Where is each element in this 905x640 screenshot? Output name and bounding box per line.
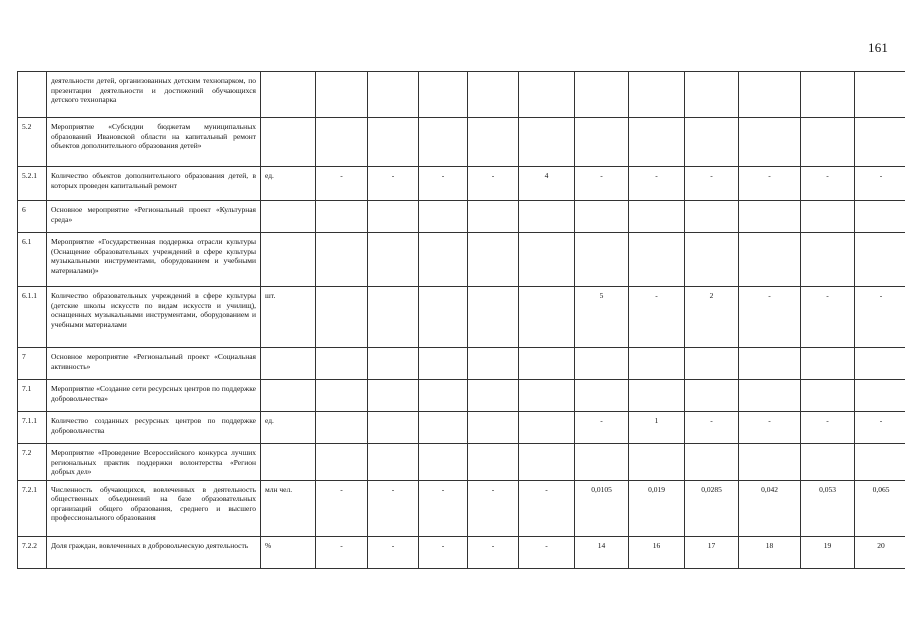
value-cell: -: [316, 536, 368, 568]
value-cell: 4: [519, 167, 575, 201]
value-cell: -: [801, 167, 855, 201]
row-number: 7.2.2: [18, 536, 47, 568]
value-cell: [801, 348, 855, 380]
value-cell: -: [575, 167, 629, 201]
value-cell: [316, 72, 368, 118]
value-cell: [468, 72, 519, 118]
value-cell: [368, 348, 419, 380]
table-row: [18, 444, 905, 481]
value-cell: [368, 380, 419, 412]
value-cell: [368, 412, 419, 444]
row-unit: ед.: [261, 167, 316, 201]
value-cell: 18: [739, 536, 801, 568]
row-number: [18, 72, 47, 118]
value-cell: [801, 201, 855, 233]
value-cell: [316, 201, 368, 233]
value-cell: [468, 233, 519, 287]
value-cell: [629, 72, 685, 118]
value-cell: [739, 72, 801, 118]
value-cell: [739, 118, 801, 167]
value-cell: -: [468, 480, 519, 536]
value-cell: -: [801, 287, 855, 348]
value-cell: [575, 444, 629, 481]
value-cell: [685, 118, 739, 167]
value-cell: -: [575, 412, 629, 444]
value-cell: [685, 201, 739, 233]
value-cell: [419, 287, 468, 348]
value-cell: [685, 233, 739, 287]
row-description: Количество созданных ресурсных центров по поддержке добровольчества: [47, 412, 261, 444]
value-cell: [855, 201, 905, 233]
value-cell: [419, 118, 468, 167]
value-cell: -: [629, 287, 685, 348]
value-cell: [468, 201, 519, 233]
value-cell: [575, 380, 629, 412]
value-cell: [685, 72, 739, 118]
value-cell: -: [419, 536, 468, 568]
row-description: Количество объектов дополнительного образования детей, в которых проведен капитальный ремонт: [47, 167, 261, 201]
value-cell: 0,0105: [575, 480, 629, 536]
table-row: [18, 480, 905, 536]
value-cell: -: [739, 167, 801, 201]
value-cell: [419, 348, 468, 380]
value-cell: -: [519, 536, 575, 568]
row-number: 6.1.1: [18, 287, 47, 348]
value-cell: [419, 72, 468, 118]
value-cell: [519, 118, 575, 167]
value-cell: [519, 287, 575, 348]
table-row: [18, 380, 905, 412]
value-cell: [629, 201, 685, 233]
value-cell: [855, 118, 905, 167]
value-cell: 0,042: [739, 480, 801, 536]
value-cell: 1: [629, 412, 685, 444]
value-cell: [575, 348, 629, 380]
row-number: 6: [18, 201, 47, 233]
value-cell: [801, 118, 855, 167]
value-cell: [419, 233, 468, 287]
row-description: Мероприятие «Субсидии бюджетам муниципальных образований Ивановской области на капитальный ремонт объектов дополнительного образования детей»: [47, 118, 261, 167]
value-cell: [468, 412, 519, 444]
value-cell: [685, 348, 739, 380]
row-description: деятельности детей, организованных детским технопарком, по презентации деятельности и достижений обучающихся детского технопарка: [47, 72, 261, 118]
value-cell: [801, 72, 855, 118]
value-cell: [419, 412, 468, 444]
value-cell: [519, 412, 575, 444]
value-cell: [739, 201, 801, 233]
value-cell: 2: [685, 287, 739, 348]
value-cell: [519, 380, 575, 412]
table-row: [18, 412, 905, 444]
row-number: 6.1: [18, 233, 47, 287]
value-cell: -: [685, 167, 739, 201]
value-cell: [468, 348, 519, 380]
value-cell: 0,0285: [685, 480, 739, 536]
value-cell: [316, 412, 368, 444]
value-cell: [629, 233, 685, 287]
value-cell: -: [368, 480, 419, 536]
value-cell: -: [739, 412, 801, 444]
row-number: 7.2.1: [18, 480, 47, 536]
row-unit: млн чел.: [261, 480, 316, 536]
row-description: Мероприятие «Создание сети ресурсных центров по поддержке добровольчества»: [47, 380, 261, 412]
value-cell: 0,065: [855, 480, 905, 536]
value-cell: [739, 444, 801, 481]
table-row: [18, 536, 905, 568]
value-cell: 5: [575, 287, 629, 348]
row-unit: [261, 233, 316, 287]
value-cell: [801, 444, 855, 481]
indicators-table: [17, 71, 905, 569]
value-cell: 20: [855, 536, 905, 568]
value-cell: [316, 380, 368, 412]
value-cell: [419, 444, 468, 481]
value-cell: [316, 233, 368, 287]
value-cell: [468, 287, 519, 348]
value-cell: -: [368, 167, 419, 201]
value-cell: [368, 118, 419, 167]
value-cell: 17: [685, 536, 739, 568]
value-cell: [739, 348, 801, 380]
value-cell: 0,053: [801, 480, 855, 536]
row-number: 5.2: [18, 118, 47, 167]
row-unit: [261, 380, 316, 412]
value-cell: [316, 118, 368, 167]
row-unit: [261, 201, 316, 233]
value-cell: [519, 233, 575, 287]
value-cell: -: [801, 412, 855, 444]
row-description: Мероприятие «Проведение Всероссийского конкурса лучших региональных практик поддержки волонтерства «Регион добрых дел»: [47, 444, 261, 481]
value-cell: [519, 201, 575, 233]
row-unit: [261, 72, 316, 118]
value-cell: [368, 287, 419, 348]
value-cell: [685, 444, 739, 481]
value-cell: 16: [629, 536, 685, 568]
value-cell: [468, 444, 519, 481]
value-cell: -: [685, 412, 739, 444]
value-cell: [685, 380, 739, 412]
value-cell: [801, 233, 855, 287]
row-number: 7.1: [18, 380, 47, 412]
value-cell: [368, 72, 419, 118]
value-cell: [855, 444, 905, 481]
value-cell: [519, 348, 575, 380]
row-number: 5.2.1: [18, 167, 47, 201]
row-unit: [261, 348, 316, 380]
table-row: [18, 348, 905, 380]
value-cell: [316, 287, 368, 348]
value-cell: [316, 444, 368, 481]
value-cell: -: [855, 167, 905, 201]
value-cell: [575, 201, 629, 233]
table-row: [18, 287, 905, 348]
row-description: Количество образовательных учреждений в сфере культуры (детские школы искусств по видам искусств и училищ), оснащенных музыкальными инструментами, оборудованием и учебными материалами: [47, 287, 261, 348]
value-cell: [629, 444, 685, 481]
value-cell: [468, 380, 519, 412]
row-unit: шт.: [261, 287, 316, 348]
value-cell: [368, 233, 419, 287]
value-cell: 0,019: [629, 480, 685, 536]
value-cell: [368, 201, 419, 233]
value-cell: [629, 380, 685, 412]
value-cell: -: [419, 167, 468, 201]
value-cell: -: [629, 167, 685, 201]
value-cell: [519, 72, 575, 118]
row-number: 7.2: [18, 444, 47, 481]
value-cell: [855, 348, 905, 380]
value-cell: -: [855, 287, 905, 348]
value-cell: [368, 444, 419, 481]
value-cell: [629, 348, 685, 380]
table-row: [18, 118, 905, 167]
value-cell: -: [468, 536, 519, 568]
value-cell: -: [739, 287, 801, 348]
row-description: Доля граждан, вовлеченных в добровольческую деятельность: [47, 536, 261, 568]
value-cell: [316, 348, 368, 380]
value-cell: -: [419, 480, 468, 536]
value-cell: [801, 380, 855, 412]
row-number: 7: [18, 348, 47, 380]
page-number: 161: [868, 40, 889, 55]
row-unit: %: [261, 536, 316, 568]
value-cell: -: [855, 412, 905, 444]
value-cell: -: [368, 536, 419, 568]
value-cell: [739, 380, 801, 412]
value-cell: [419, 380, 468, 412]
value-cell: 14: [575, 536, 629, 568]
table-row: [18, 72, 905, 118]
table-row: [18, 167, 905, 201]
value-cell: [855, 233, 905, 287]
value-cell: [575, 72, 629, 118]
value-cell: 19: [801, 536, 855, 568]
value-cell: [855, 72, 905, 118]
value-cell: [575, 118, 629, 167]
table-row: [18, 201, 905, 233]
value-cell: -: [468, 167, 519, 201]
row-number: 7.1.1: [18, 412, 47, 444]
value-cell: [855, 380, 905, 412]
value-cell: -: [316, 480, 368, 536]
value-cell: [629, 118, 685, 167]
row-description: Численность обучающихся, вовлеченных в деятельность общественных объединений на базе образовательных организаций общего образования, среднего и высшего профессионального образования: [47, 480, 261, 536]
row-unit: ед.: [261, 412, 316, 444]
value-cell: [739, 233, 801, 287]
value-cell: [519, 444, 575, 481]
row-unit: [261, 444, 316, 481]
value-cell: -: [316, 167, 368, 201]
row-description: Основное мероприятие «Региональный проект «Социальная активность»: [47, 348, 261, 380]
value-cell: [468, 118, 519, 167]
row-description: Основное мероприятие «Региональный проект «Культурная среда»: [47, 201, 261, 233]
value-cell: [419, 201, 468, 233]
value-cell: -: [519, 480, 575, 536]
row-description: Мероприятие «Государственная поддержка отрасли культуры (Оснащение образовательных учреждений в сфере культуры музыкальными инструментами, оборудованием и учебными материалами)»: [47, 233, 261, 287]
row-unit: [261, 118, 316, 167]
table-row: [18, 233, 905, 287]
value-cell: [575, 233, 629, 287]
